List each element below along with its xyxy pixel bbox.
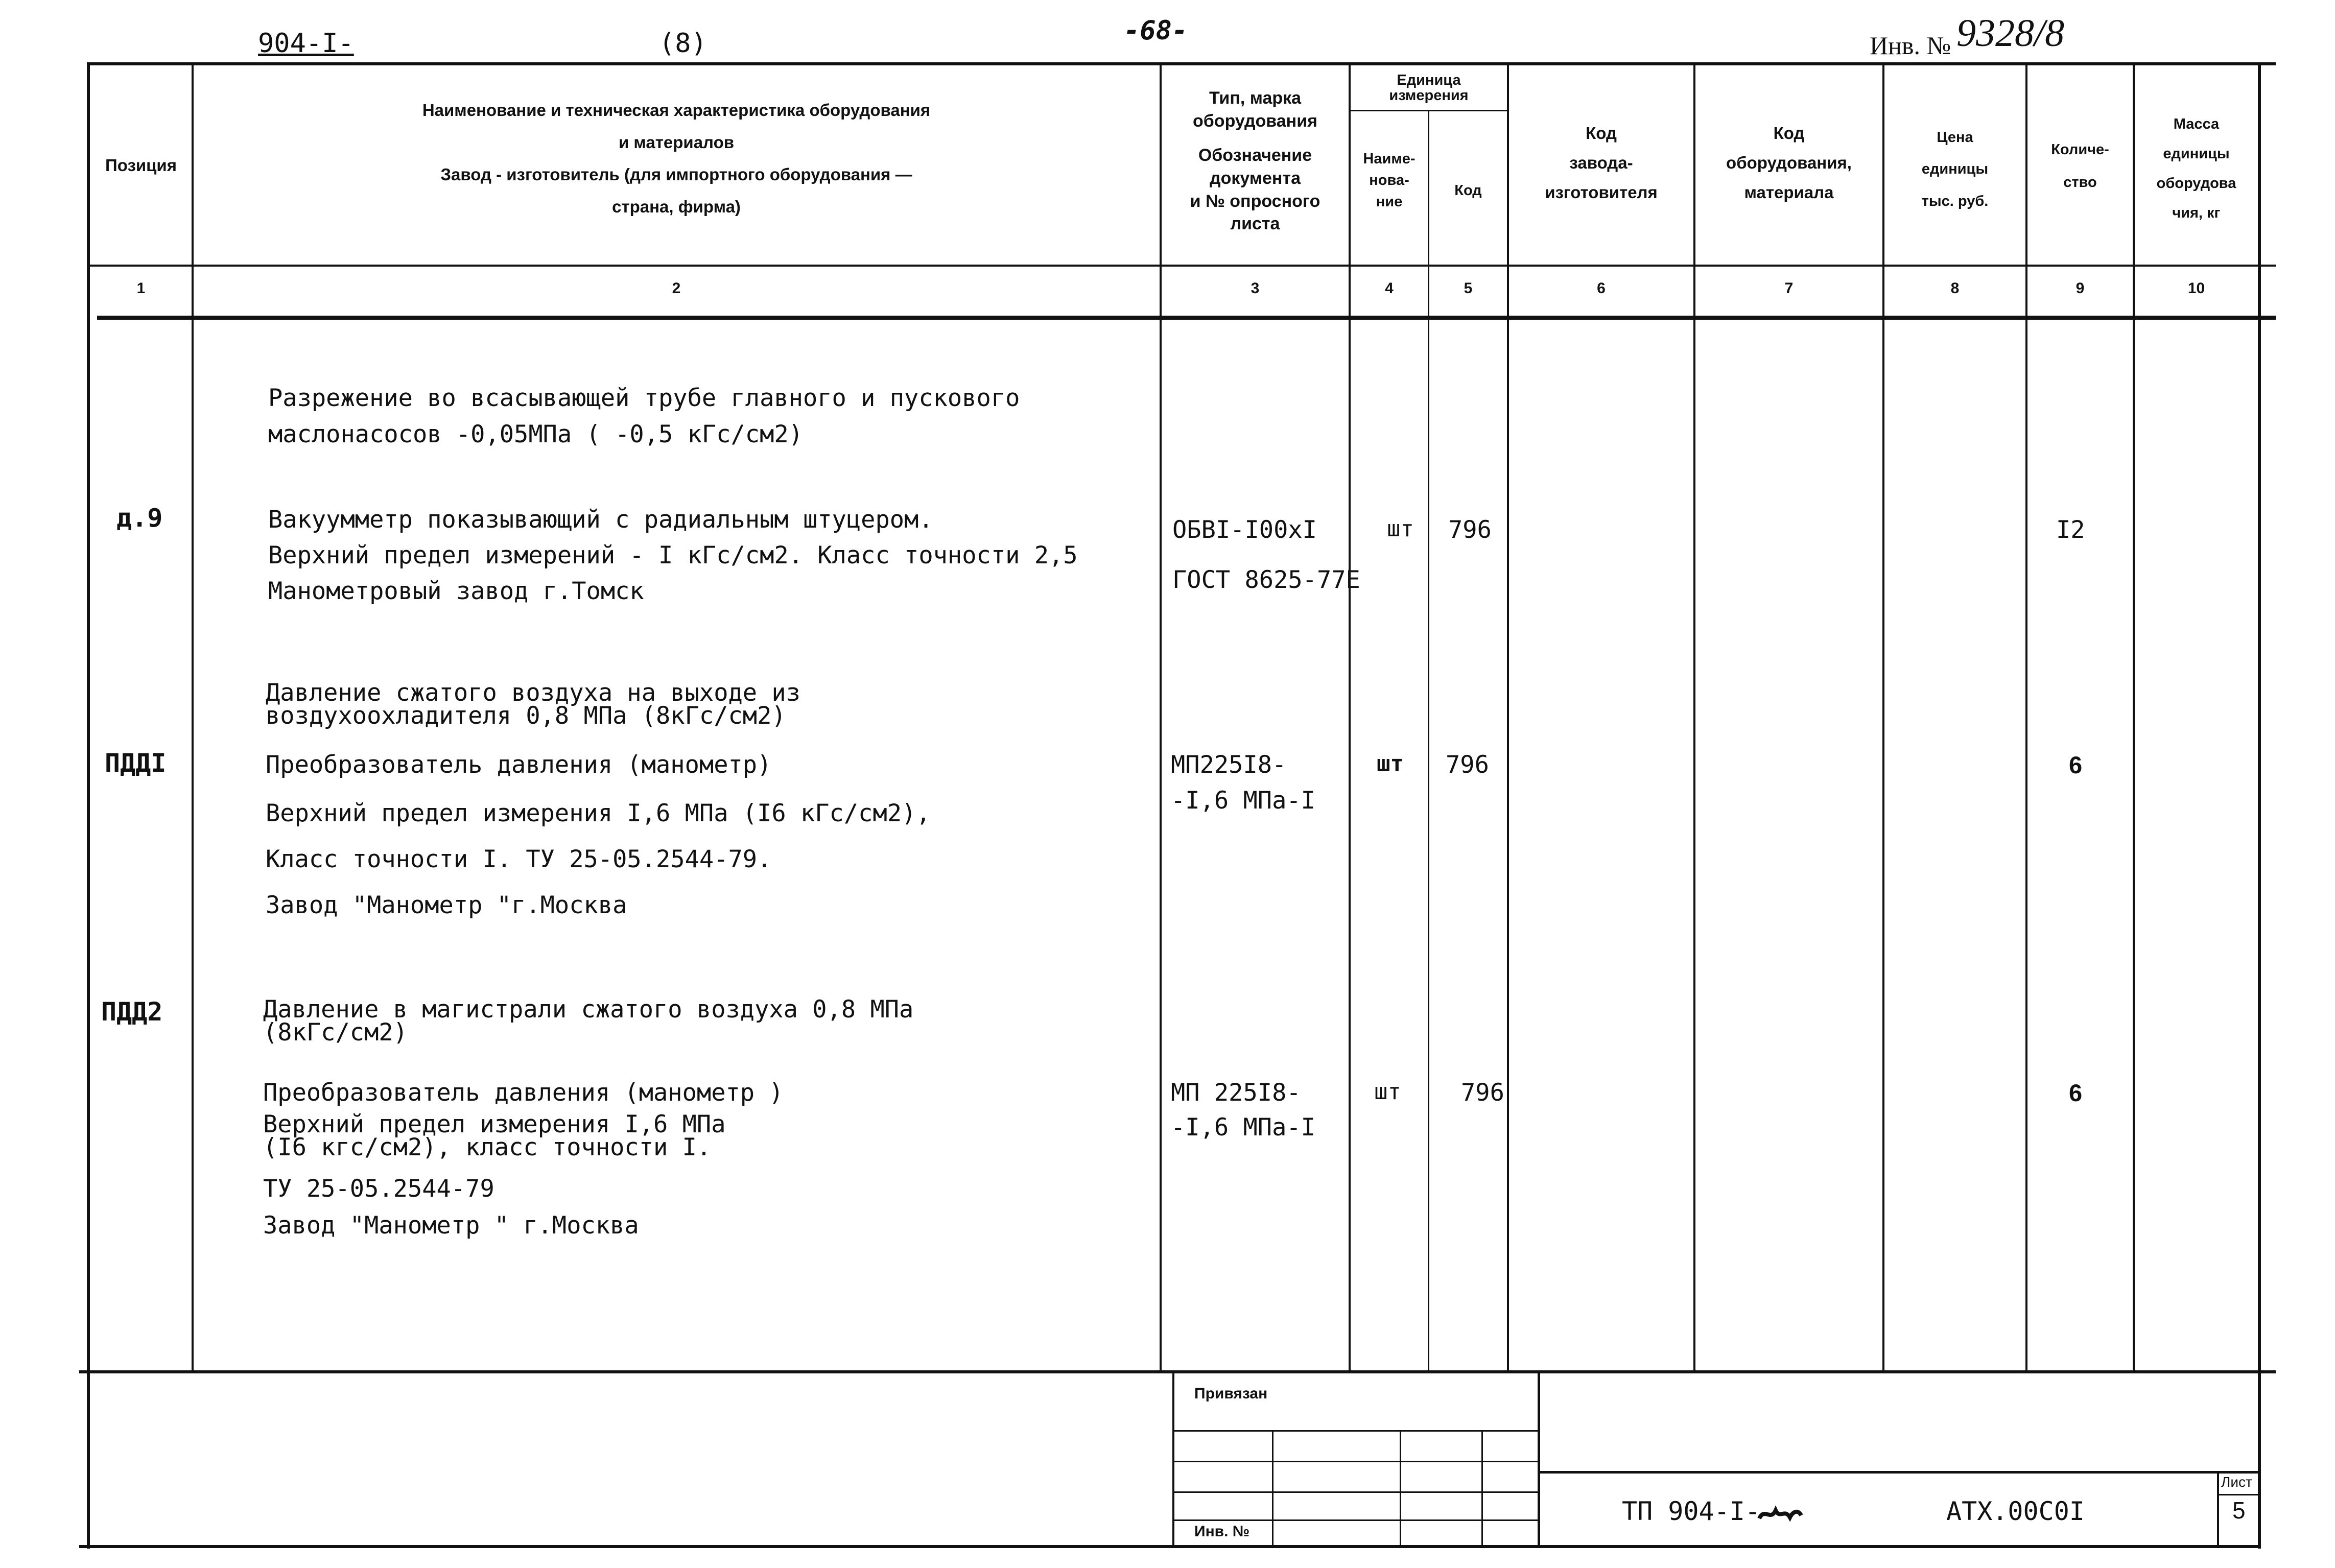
- header-price-line1: Цена: [1937, 129, 1973, 146]
- intro2-line2: воздухоохладителя 0,8 МПа (8кГс/см2): [266, 702, 786, 730]
- header-unit-line2: измерения: [1389, 87, 1469, 104]
- stamp-row-line-1: [1173, 1430, 1539, 1432]
- row2-type-line1: МП225I8-: [1171, 751, 1287, 779]
- header-mass: [2135, 109, 2258, 228]
- header-quantity-line1: Количе-: [2051, 141, 2109, 158]
- header-mass-line1: Масса: [2173, 116, 2220, 132]
- row1-line2: Верхний предел измерений - I кГс/см2. Класс точности 2,5: [268, 541, 1078, 569]
- row1-unit: шт: [1387, 516, 1414, 542]
- stamp-row-line-4: [1173, 1519, 1539, 1521]
- page-number: -68-: [1124, 15, 1188, 46]
- header-name: [194, 97, 1159, 220]
- header-maker-code-line3: изготовителя: [1545, 182, 1658, 202]
- col-divider-4: [1428, 110, 1429, 1372]
- intro1-line1: Разрежение во всасывающей трубе главного и пускового: [268, 384, 1020, 412]
- row1-line3: Манометровый завод г.Томск: [268, 577, 644, 605]
- column-number-9: 9: [2075, 280, 2085, 297]
- header-type: [1162, 87, 1349, 235]
- stamp-row-line-2: [1173, 1461, 1539, 1462]
- header-price-line2: единицы: [1921, 161, 1989, 178]
- intro3-line2: (8кГс/см2): [263, 1018, 408, 1047]
- stamp-main-divider: [1539, 1471, 2259, 1474]
- stamp-row-line-3: [1173, 1491, 1539, 1493]
- column-number-5: 5: [1464, 280, 1473, 297]
- row1-position: д.9: [116, 503, 163, 533]
- intro2-line1: Давление сжатого воздуха на выходе из: [266, 679, 800, 707]
- header-name-line1: Наименование и техническая характеристика оборудования: [422, 101, 931, 120]
- table-bottom-border: [79, 1370, 2276, 1373]
- col-divider-7: [1882, 62, 1884, 1372]
- row3-code: 796: [1461, 1079, 1504, 1107]
- document-code: АТХ.00С0I: [1946, 1496, 2085, 1526]
- header-unit-name-line2: нова-: [1369, 172, 1409, 189]
- row3-line1: Преобразователь давления (манометр ): [263, 1079, 784, 1107]
- header-type-line2: оборудования: [1193, 111, 1317, 131]
- column-number-3: 3: [1251, 280, 1260, 297]
- row2-line4: Завод "Манометр "г.Москва: [266, 891, 627, 919]
- sheet-cell-inner-line: [2217, 1494, 2260, 1495]
- header-equipment-code-line2: оборудования,: [1726, 153, 1852, 172]
- row2-unit: шт: [1377, 751, 1404, 777]
- stamp-inventory-label: Инв. №: [1194, 1523, 1250, 1540]
- intro3-line1: Давление в магистрали сжатого воздуха 0,8 МПа: [263, 995, 914, 1024]
- header-maker-code-line1: Код: [1586, 124, 1617, 142]
- row2-position: ПДДI: [105, 748, 167, 778]
- title-block-bottom-border: [79, 1545, 2260, 1548]
- row2-line3: Класс точности I. ТУ 25-05.2544-79.: [266, 845, 772, 873]
- stamp-col-line-1: [1272, 1430, 1273, 1545]
- inventory-label: Инв. №: [1870, 31, 1951, 60]
- header-quantity-line2: ство: [2063, 174, 2097, 191]
- row1-code: 796: [1448, 516, 1492, 544]
- row3-line5: Завод "Манометр " г.Москва: [263, 1211, 639, 1240]
- number-row-separator: [97, 316, 2276, 320]
- header-type-line4: документа: [1210, 168, 1301, 188]
- header-equipment-code: [1695, 118, 1882, 207]
- header-unit-name: [1351, 148, 1428, 212]
- header-mass-line4: чия, кг: [2172, 205, 2221, 221]
- column-number-7: 7: [1784, 280, 1794, 297]
- header-name-line3: Завод - изготовитель (для импортного оборудования —: [440, 165, 912, 184]
- sheet-label: Лист: [2221, 1474, 2252, 1490]
- stamp-col-line-3: [1481, 1430, 1483, 1545]
- header-name-line4: страна, фирма): [612, 197, 741, 217]
- header-maker-code: [1509, 118, 1693, 207]
- row1-line1: Вакуумметр показывающий с радиальным штуцером.: [268, 506, 933, 534]
- row1-quantity: I2: [2056, 516, 2085, 544]
- row2-line2: Верхний предел измерения I,6 МПа (I6 кГс/см2),: [266, 799, 931, 827]
- header-price: [1884, 122, 2025, 217]
- row2-type-line2: -I,6 МПа-I: [1171, 787, 1315, 815]
- col-divider-9: [2133, 62, 2135, 1372]
- header-quantity: [2027, 134, 2133, 199]
- row3-line3: (I6 кгс/см2), класс точности I.: [263, 1133, 712, 1161]
- row3-quantity: 6: [2069, 1079, 2083, 1106]
- header-maker-code-line2: завода-: [1569, 153, 1633, 172]
- row3-type-line1: МП 225I8-: [1171, 1079, 1301, 1107]
- row1-type-line1: ОБВI-I00хI: [1172, 516, 1317, 544]
- col-divider-8: [2025, 62, 2027, 1372]
- row3-line4: ТУ 25-05.2544-79: [263, 1175, 494, 1203]
- col-divider-1: [192, 62, 194, 1372]
- row2-quantity: 6: [2069, 751, 2083, 778]
- stamp-col-line-2: [1400, 1430, 1401, 1545]
- row3-position: ПДД2: [101, 997, 163, 1027]
- header-type-line1: Тип, марка: [1209, 88, 1302, 108]
- col-divider-5: [1507, 62, 1509, 1372]
- column-number-6: 6: [1597, 280, 1606, 297]
- sheet-cell-divider: [2217, 1471, 2219, 1548]
- col-divider-3: [1349, 62, 1351, 1372]
- sheet-mark: (8): [659, 28, 707, 59]
- column-number-2: 2: [672, 280, 681, 297]
- inventory-number: 9328/8: [1956, 12, 2065, 55]
- header-separator: [87, 265, 2276, 267]
- intro1-line2: маслонасосов -0,05МПа ( -0,5 кГс/см2): [268, 420, 803, 448]
- row2-code: 796: [1446, 751, 1489, 779]
- column-number-4: 4: [1385, 280, 1394, 297]
- table-right-border: [2258, 62, 2261, 1549]
- header-unit: [1351, 73, 1507, 104]
- document-code-overwrite: [1757, 1504, 1803, 1523]
- header-unit-line1: Единица: [1397, 72, 1461, 88]
- header-unit-code: Код: [1454, 182, 1482, 199]
- header-equipment-code-line3: материала: [1744, 182, 1834, 202]
- header-equipment-code-line1: Код: [1773, 124, 1805, 142]
- column-number-8: 8: [1950, 280, 1960, 297]
- row3-type-line2: -I,6 МПа-I: [1171, 1113, 1315, 1142]
- header-type-line5: и № опросного: [1190, 191, 1320, 211]
- header-type-line6: листа: [1230, 214, 1280, 234]
- row3-line2: Верхний предел измерения I,6 МПа: [263, 1110, 726, 1138]
- header-mass-line2: единицы: [2163, 146, 2230, 162]
- column-number-10: 10: [2187, 280, 2205, 297]
- series-number: 904-I-: [258, 28, 354, 59]
- column-number-1: 1: [136, 280, 146, 297]
- sheet-number: 5: [2232, 1497, 2246, 1524]
- row3-unit: шт: [1374, 1079, 1401, 1105]
- document-code-prefix: ТП 904-I-: [1622, 1496, 1760, 1526]
- header-name-line2: и материалов: [618, 133, 735, 152]
- header-position: Позиция: [105, 156, 177, 175]
- row1-type-line2: ГОСТ 8625-77Е: [1172, 566, 1360, 594]
- header-unit-name-line3: ние: [1376, 194, 1403, 210]
- col-divider-2: [1160, 62, 1162, 1372]
- header-type-line3: Обозначение: [1198, 145, 1312, 165]
- row2-line1: Преобразователь давления (манометр): [266, 751, 772, 779]
- header-unit-name-line1: Наиме-: [1363, 151, 1416, 167]
- bound-label: Привязан: [1194, 1385, 1268, 1402]
- header-mass-line3: оборудова: [2156, 175, 2236, 192]
- table-top-border: [87, 62, 2276, 65]
- col-divider-6: [1693, 62, 1695, 1372]
- header-price-line3: тыс. руб.: [1921, 193, 1989, 209]
